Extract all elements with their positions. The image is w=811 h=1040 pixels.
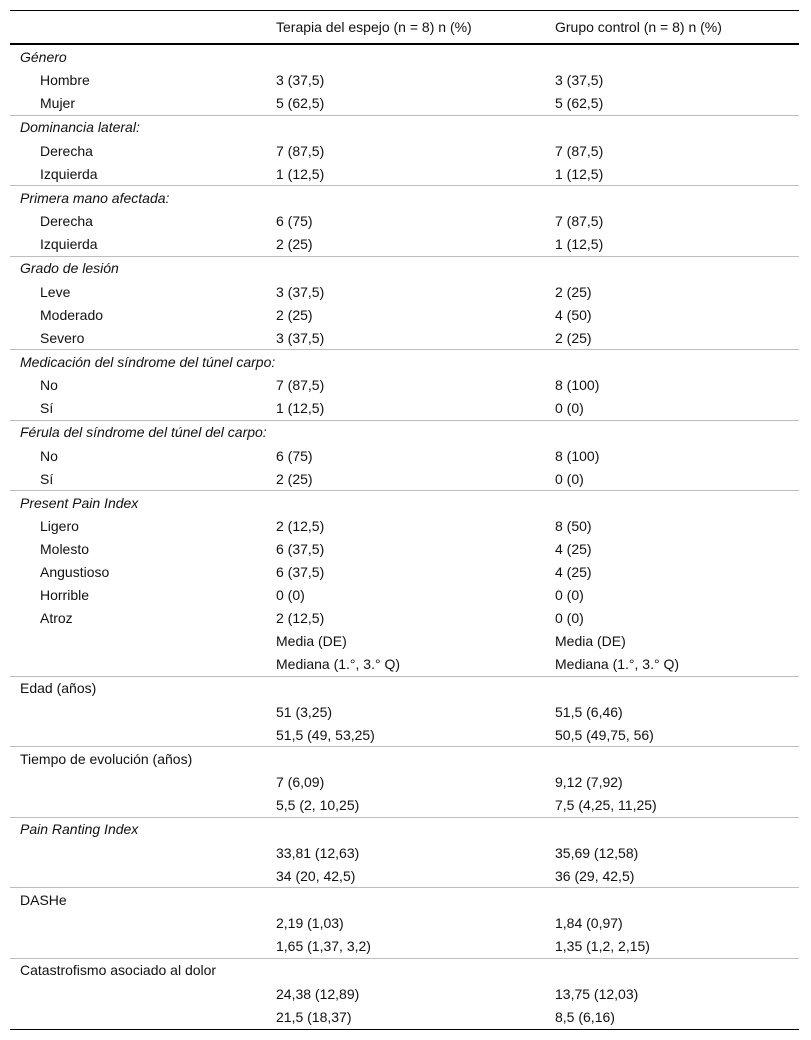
control-group-value: 5 (62,5) [555,95,604,111]
control-group-value: Media (DE) [555,633,626,649]
section-row [10,350,799,374]
section-row [10,958,799,982]
control-group-value [555,186,799,210]
section-row [10,44,799,69]
control-group-value: 2 (25) [555,283,592,300]
mirror-therapy-value: 3 (37,5) [276,72,325,88]
control-group-value: 50,5 (49,75, 56) [555,726,654,743]
control-group-value: 1 (12,5) [555,165,604,182]
mirror-therapy-value: 1,65 (1,37, 3,2) [276,938,371,954]
row-label: Hombre [40,72,90,88]
table-row [10,1005,799,1030]
control-group-value: 3 (37,5) [555,72,604,88]
section-row [10,817,799,841]
table-row [10,397,799,421]
table-row [10,841,799,864]
section-label: Dominancia lateral: [10,115,276,139]
control-group-value: 9,12 (7,92) [555,774,623,790]
mirror-therapy-value: 2 (25) [276,306,313,323]
control-group-value: 4 (25) [555,564,592,580]
control-group-value: 7 (87,5) [555,142,604,159]
row-label [10,723,276,747]
row-label: Izquierda [40,165,98,182]
table-row [10,69,799,92]
table-row [10,444,799,467]
section-row [10,115,799,139]
table-row [10,584,799,607]
mirror-therapy-value: 3 (37,5) [276,283,325,300]
mirror-therapy-value: 2 (25) [276,470,313,487]
control-group-value: 1,35 (1,2, 2,15) [555,938,650,954]
row-label: Angustioso [40,564,110,580]
control-group-value: 7 (87,5) [555,213,604,229]
control-group-value [555,350,799,374]
mirror-therapy-value [276,491,555,515]
table-row [10,607,799,630]
section-row [10,676,799,700]
row-label: Sí [40,470,54,487]
row-label: Severo [40,329,85,346]
control-group-value: Mediana (1.°, 3.° Q) [555,656,680,672]
row-label: Derecha [40,142,93,159]
control-group-value [555,676,799,700]
table-row [10,794,799,818]
section-label: Primera mano afectada: [10,186,276,210]
table-row [10,210,799,233]
table-row [10,771,799,794]
mirror-therapy-value [276,44,555,69]
header-variable [10,11,276,45]
table-row [10,700,799,723]
control-group-value: 1 (12,5) [555,236,604,252]
mirror-therapy-value: Mediana (1.°, 3.° Q) [276,656,401,672]
control-group-value: 8,5 (6,16) [555,1005,799,1030]
mirror-therapy-value [276,747,555,771]
mirror-therapy-value: 6 (37,5) [276,564,325,580]
control-group-value: 8 (100) [555,447,600,464]
row-label: Horrible [40,587,90,603]
section-label: DASHe [10,888,276,912]
table-row [10,538,799,561]
table-row [10,280,799,303]
table-row [10,374,799,397]
mirror-therapy-value [276,817,555,841]
mirror-therapy-value: 7 (87,5) [276,377,325,393]
table-row [10,935,799,959]
table-row [10,139,799,162]
row-label [10,1005,276,1030]
control-group-value [555,817,799,841]
table-row [10,233,799,257]
mirror-therapy-value: 7 (6,09) [276,774,325,790]
row-label [10,771,276,794]
table-header-row [10,11,799,45]
control-group-value [555,44,799,69]
row-label [10,630,276,653]
mirror-therapy-value: 2 (12,5) [276,518,325,534]
section-row [10,256,799,280]
mirror-therapy-value: 24,38 (12,89) [276,985,360,1002]
mirror-therapy-value: 2,19 (1,03) [276,915,344,931]
mirror-therapy-value: 2 (12,5) [276,610,325,626]
row-label: Mujer [40,95,76,111]
table-row [10,303,799,326]
section-label: Present Pain Index [10,491,276,515]
control-group-value [555,115,799,139]
section-label: Tiempo de evolución (años) [10,747,276,771]
row-label [10,864,276,888]
mirror-therapy-value: 6 (75) [276,213,313,229]
demographics-table [10,10,799,1030]
mirror-therapy-value: 7 (87,5) [276,142,325,159]
mirror-therapy-value [276,958,555,982]
table-row [10,92,799,116]
section-label: Pain Ranting Index [10,817,276,841]
section-row [10,491,799,515]
mirror-therapy-value [276,115,555,139]
row-label: Derecha [40,213,93,229]
mirror-therapy-value: 6 (37,5) [276,541,325,557]
row-label: Sí [40,400,54,416]
control-group-value: 0 (0) [555,400,584,416]
row-label [10,935,276,959]
control-group-value [555,256,799,280]
table-row [10,162,799,186]
row-label [10,700,276,723]
mirror-therapy-value [276,888,555,912]
mirror-therapy-value [276,350,555,374]
control-group-value: 0 (0) [555,587,584,603]
table-row [10,723,799,747]
row-label [10,912,276,935]
control-group-value: 4 (25) [555,541,592,557]
control-group-value: 2 (25) [555,329,592,346]
control-group-value: 0 (0) [555,470,584,487]
mirror-therapy-value: 51 (3,25) [276,703,333,720]
mirror-therapy-value: Media (DE) [276,633,347,649]
mirror-therapy-value: 51,5 (49, 53,25) [276,726,375,743]
mirror-therapy-value [276,420,555,444]
row-label [10,982,276,1005]
section-label: Grado de lesión [10,256,276,280]
control-group-value: 1,84 (0,97) [555,915,623,931]
header-mirror-therapy: Terapia del espejo (n = 8) n (%) [276,11,555,45]
table-row [10,326,799,350]
mirror-therapy-value: 3 (37,5) [276,329,325,346]
section-row [10,747,799,771]
row-label: Leve [40,283,71,300]
mirror-therapy-value: 21,5 (18,37) [276,1005,555,1030]
row-label [10,794,276,818]
row-label: Ligero [40,518,79,534]
table-row [10,561,799,584]
table-row [10,515,799,538]
section-label: Medicación del síndrome del túnel carpo: [10,350,276,374]
control-group-value: 13,75 (12,03) [555,985,639,1002]
control-group-value [555,747,799,771]
table-row [10,982,799,1005]
table-row [10,864,799,888]
table-body [10,44,799,1030]
mirror-therapy-value: 5,5 (2, 10,25) [276,797,360,813]
row-label: No [40,447,58,464]
control-group-value: 8 (100) [555,377,600,393]
section-label: Catastrofismo asociado al dolor [10,958,276,982]
section-row [10,420,799,444]
control-group-value: 7,5 (4,25, 11,25) [555,797,657,813]
section-row [10,186,799,210]
control-group-value [555,491,799,515]
control-group-value: 35,69 (12,58) [555,844,639,861]
section-label: Género [20,48,67,65]
section-row [10,888,799,912]
mirror-therapy-value [276,256,555,280]
control-group-value: 36 (29, 42,5) [555,867,635,884]
mirror-therapy-value [276,676,555,700]
header-control-group: Grupo control (n = 8) n (%) [555,11,799,45]
control-group-value [555,420,799,444]
table-row [10,467,799,491]
mirror-therapy-value: 0 (0) [276,587,305,603]
table-row [10,912,799,935]
mirror-therapy-value: 5 (62,5) [276,95,325,111]
mirror-therapy-value [276,186,555,210]
mirror-therapy-value: 2 (25) [276,236,313,252]
mirror-therapy-value: 33,81 (12,63) [276,844,360,861]
section-label: Férula del síndrome del túnel del carpo: [10,420,276,444]
table-row [10,653,799,677]
table-row [10,630,799,653]
mirror-therapy-value: 1 (12,5) [276,400,325,416]
row-label: Izquierda [40,236,98,252]
control-group-value [555,888,799,912]
section-label: Edad (años) [10,676,276,700]
row-label: Moderado [40,306,104,323]
row-label: Atroz [40,610,73,626]
row-label [10,841,276,864]
mirror-therapy-value: 1 (12,5) [276,165,325,182]
control-group-value [555,958,799,982]
control-group-value: 4 (50) [555,306,592,323]
control-group-value: 8 (50) [555,518,592,534]
row-label [10,653,276,677]
mirror-therapy-value: 34 (20, 42,5) [276,867,356,884]
control-group-value: 0 (0) [555,610,584,626]
row-label: No [40,377,58,393]
mirror-therapy-value: 6 (75) [276,447,313,464]
row-label: Molesto [40,541,90,557]
control-group-value: 51,5 (6,46) [555,703,623,720]
